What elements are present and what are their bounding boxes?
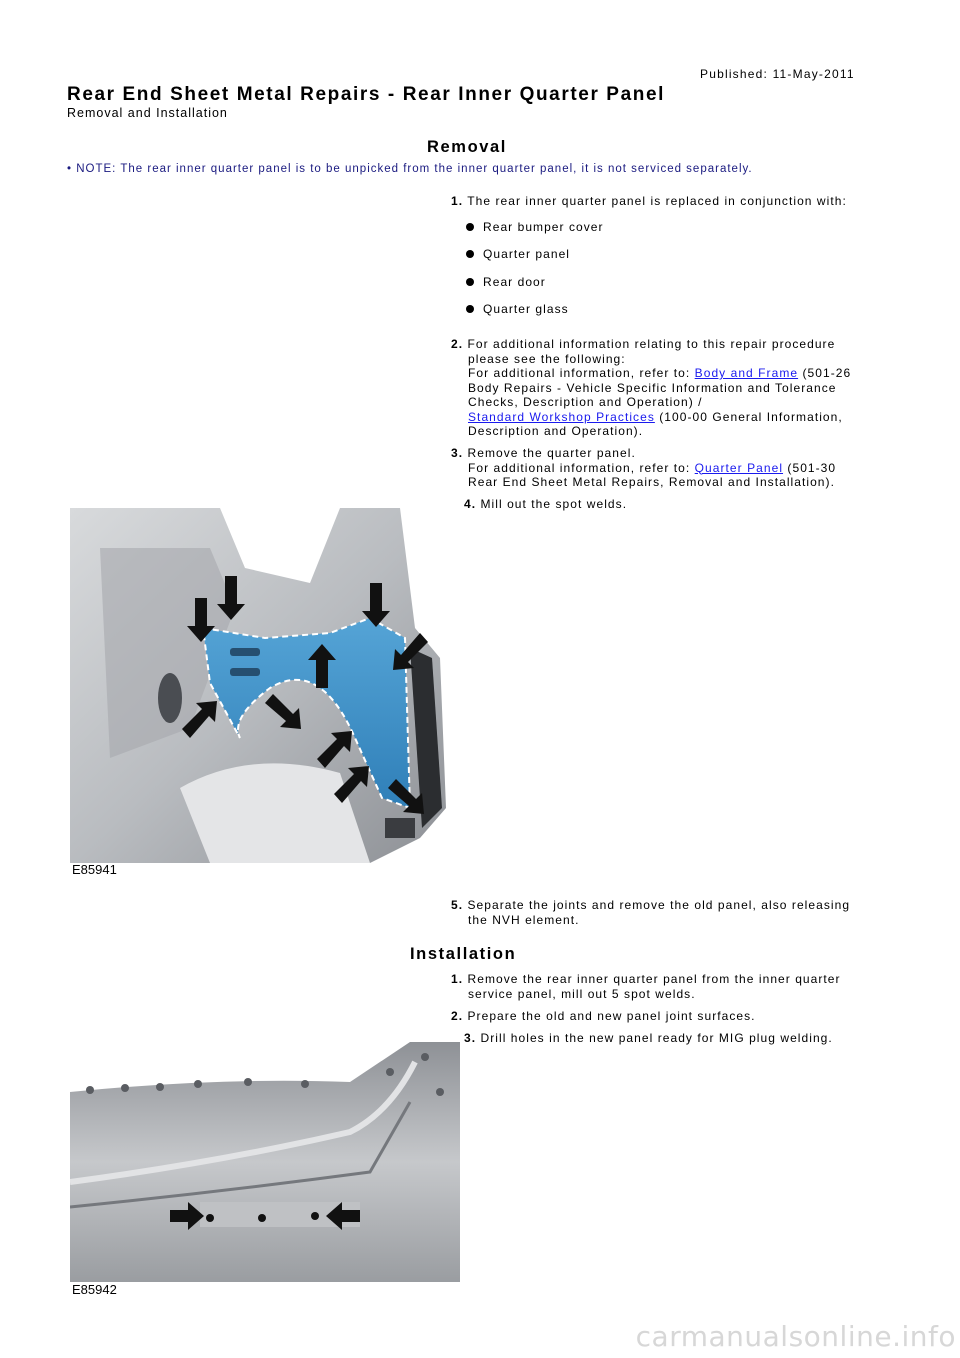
step-text: The rear inner quarter panel is replaced in conjunction with: xyxy=(467,194,847,208)
removal-note: • NOTE: The rear inner quarter panel is to be unpicked from the inner quarter panel, it is not serviced separately. xyxy=(67,163,753,175)
removal-step-1 xyxy=(451,194,847,209)
installation-step-1: 1. Remove the rear inner quarter panel from the inner quarter service panel, mill out 5 spot welds. xyxy=(451,972,841,1001)
bullet-icon xyxy=(466,250,474,258)
page-subtitle: Removal and Installation xyxy=(67,106,228,120)
removal-step-3: 3. Remove the quarter panel. For additional information, refer to: Quarter Panel (501-30 Rear End Sheet Metal Repairs, Removal and Installation). xyxy=(451,446,837,489)
bullet-icon xyxy=(466,223,474,231)
installation-step-2: 2. Prepare the old and new panel joint surfaces. xyxy=(451,1009,756,1023)
installation-step-3: 3. Drill holes in the new panel ready for MIG plug welding. xyxy=(464,1031,833,1045)
removal-step-5: 5. Separate the joints and remove the old panel, also releasing the NVH element. xyxy=(451,898,851,927)
removal-step-2: 2. For additional information relating to this repair procedure please see the following: For additional information, refer to: Body and Frame (501-26 Body Repairs - Vehicle Specific Information and Tolerance Checks, Description and Operation) / Standard Workshop Practices (100-00 General Information, Description and Operation). xyxy=(451,337,852,438)
page-title: Rear End Sheet Metal Repairs - Rear Inner Quarter Panel xyxy=(67,84,666,105)
watermark: carmanualsonline.info xyxy=(635,1320,956,1353)
vehicle-body-illustration xyxy=(70,508,446,878)
bullet-item: Quarter panel xyxy=(483,247,570,261)
published-date: Published: 11-May-2011 xyxy=(700,67,855,81)
link-body-and-frame[interactable]: Body and Frame xyxy=(694,366,799,380)
bullet-icon xyxy=(466,278,474,286)
figure-label: E85941 xyxy=(72,862,117,877)
removal-heading: Removal xyxy=(427,138,507,156)
installation-heading: Installation xyxy=(410,945,517,963)
bullet-item: Quarter glass xyxy=(483,302,569,316)
removal-step-4: 4. Mill out the spot welds. xyxy=(464,497,628,511)
bullet-item: Rear bumper cover xyxy=(483,220,604,234)
bullet-icon xyxy=(466,305,474,313)
new-panel-illustration xyxy=(70,1042,460,1296)
step-number: 1. xyxy=(451,194,464,208)
link-quarter-panel[interactable]: Quarter Panel xyxy=(694,460,784,475)
figure-label: E85942 xyxy=(72,1282,117,1296)
figure-new-panel xyxy=(70,1042,460,1296)
figure-spot-welds xyxy=(70,508,446,878)
bullet-item: Rear door xyxy=(483,275,546,289)
link-standard-workshop-practices[interactable]: Standard Workshop Practices xyxy=(468,409,655,424)
